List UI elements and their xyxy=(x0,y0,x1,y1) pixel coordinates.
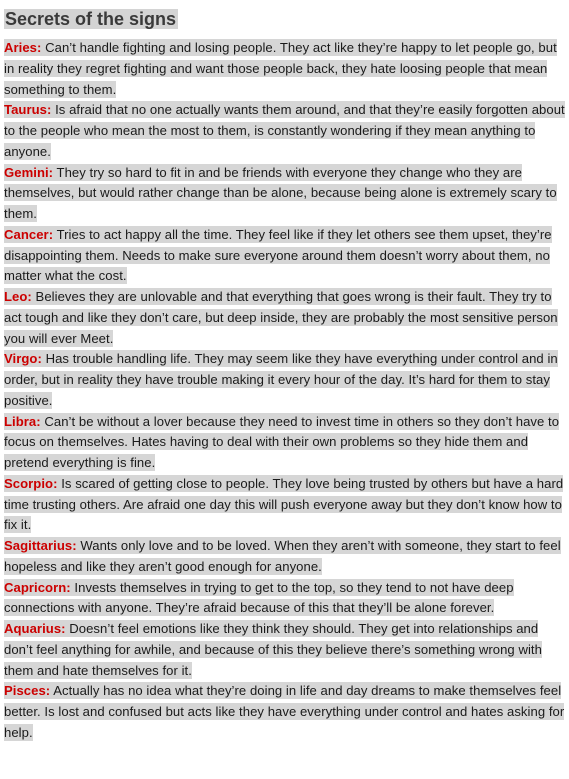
sign-description: Believes they are unlovable and that everything that goes wrong is their fault. They try to act tough and like they don’t care, but deep inside, they are probably the most sensitive person you will ever Meet. xyxy=(4,289,558,346)
sign-description: Is afraid that no one actually wants them around, and that they’re easily forgotten about to the people who mean the most to them, is constantly wondering if they mean anything to anyone. xyxy=(4,102,565,159)
sign-name: Taurus: xyxy=(4,102,52,118)
entry-taurus xyxy=(4,100,565,162)
entry-highlight xyxy=(4,579,514,617)
entry-highlight xyxy=(4,164,557,223)
sign-name: Sagittarius: xyxy=(4,538,77,553)
entry-aries xyxy=(4,38,565,100)
sign-name: Pisces: xyxy=(4,683,51,699)
sign-description: They try so hard to fit in and be friends with everyone they change who they are themselves, but would rather change than be alone, because being alone is extremely scary to them. xyxy=(4,164,557,221)
entry-highlight xyxy=(4,39,557,98)
page-title: Secrets of the signs xyxy=(5,9,177,29)
sign-description: Has trouble handling life. They may seem like they have everything under control and in order, but in reality they have trouble making it every hour of the day. It’s hard for them to stay positive. xyxy=(4,351,558,408)
sign-name: Gemini: xyxy=(4,164,54,180)
entry-libra xyxy=(4,412,565,474)
sign-description: Doesn’t feel emotions like they think they should. They get into relationships and don’t feel anything for awhile, and because of this they believe there’s something wrong with them and hate themselves for it. xyxy=(4,621,542,678)
sign-name: Virgo: xyxy=(4,351,42,367)
sign-description: Invests themselves in trying to get to the top, so they tend to not have deep connections with anyone. They’re afraid because of this that they’ll be alone forever. xyxy=(4,579,514,616)
sign-name: Leo: xyxy=(4,289,32,304)
entry-sagittarius xyxy=(4,536,565,578)
entry-highlight xyxy=(4,226,552,285)
entry-cancer xyxy=(4,225,565,287)
entry-highlight xyxy=(4,475,563,534)
entry-highlight xyxy=(4,350,558,409)
entry-highlight xyxy=(4,413,559,472)
sign-description: Can’t be without a lover because they need to invest time in others so they don’t have to focus on themselves. Hates having to deal with their own problems so they hide them and pretend everything is fine. xyxy=(4,413,560,470)
sign-description: Is scared of getting close to people. They love being trusted by others but have a hard time trusting others. Are afraid one day this will push everyone away but they don’t know how to fix it. xyxy=(4,475,564,533)
entry-scorpio xyxy=(4,474,565,536)
title-block xyxy=(4,6,565,32)
entry-highlight xyxy=(4,537,561,575)
entry-gemini xyxy=(4,163,565,225)
sign-name: Scorpio: xyxy=(4,475,58,491)
sign-name: Libra: xyxy=(4,413,41,429)
entry-highlight xyxy=(4,682,564,741)
sign-name: Capricorn: xyxy=(4,579,71,595)
sign-name: Aries: xyxy=(4,40,42,55)
entry-highlight xyxy=(4,288,558,347)
sign-name: Cancer: xyxy=(4,226,54,242)
entry-virgo xyxy=(4,349,565,411)
sign-description: Tries to act happy all the time. They feel like if they let others see them upset, they’re disappointing them. Needs to make sure everyone around them doesn’t worry about them, no matter what the cost. xyxy=(4,226,552,284)
entry-highlight xyxy=(4,620,542,679)
sign-description: Wants only love and to be loved. When they aren’t with someone, they start to feel hopeless and like they aren’t good enough for anyone. xyxy=(4,538,561,574)
sign-description: Actually has no idea what they’re doing in life and day dreams to make themselves feel better. Is lost and confused but acts like they have everything under control and hates asking for help. xyxy=(4,683,565,740)
entry-capricorn xyxy=(4,578,565,620)
entry-aquarius xyxy=(4,619,565,681)
sign-name: Aquarius: xyxy=(4,621,66,636)
entry-pisces xyxy=(4,681,565,743)
entry-leo xyxy=(4,287,565,349)
sign-description: Can’t handle fighting and losing people. They act like they’re happy to let people go, but in reality they regret fighting and want those people back, they hate loosing people that mean something to them. xyxy=(4,40,557,97)
entry-highlight xyxy=(4,101,565,160)
